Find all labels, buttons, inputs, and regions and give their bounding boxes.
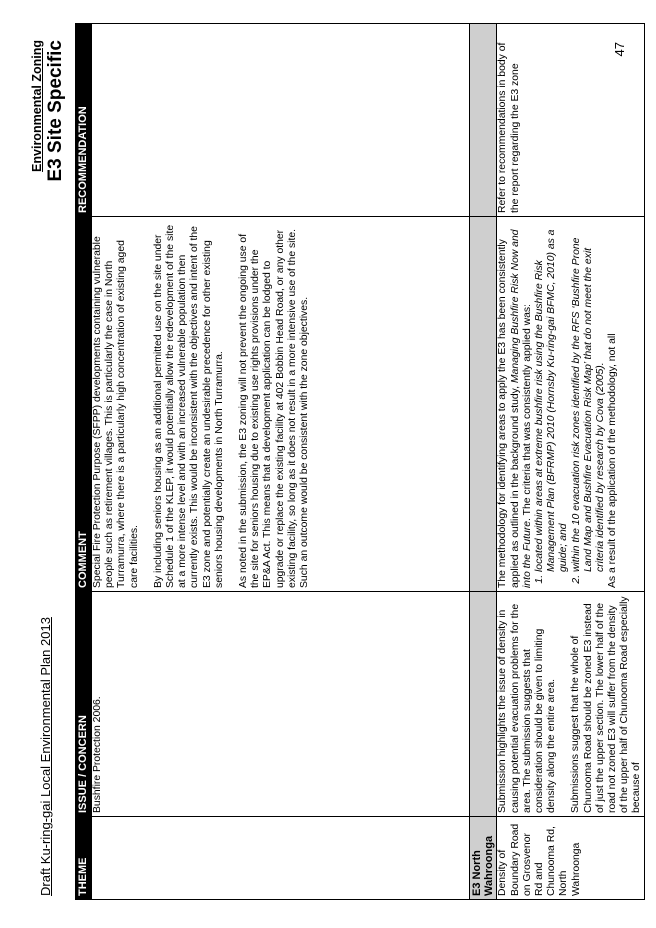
page-title: E3 Site Specific xyxy=(45,40,66,182)
comment-cell xyxy=(92,217,470,592)
recommendation-cell: Refer to recommendations in body of the report regarding the E3 zone xyxy=(497,24,644,217)
comment-paragraph: By including seniors housing as an additional permitted use on the site under Schedule 1 of the KLEP, it would potentially allow the redevelopment of the site at a more intense level and with an increased vulnerable population then currently exists. This would be inconsistent with the objectives and intent of the E3 zone and potentially create an undesirable precedence for other existing seniors housing developments in North Turramurra. xyxy=(152,224,225,588)
column-header-theme: THEME xyxy=(76,817,92,900)
section-title: Environmental Zoning xyxy=(30,40,44,172)
comment-cell xyxy=(497,217,644,592)
comment-paragraph: Special Fire Protection Purpose (SFPP) developments containing vulnerable people such as retirement villages. This is particularly the case in North Turramurra, where there is a particularly high concentration of existing aged care facilities. xyxy=(92,236,140,588)
comment-tail: As a result of the application of the methodology, not all xyxy=(607,333,619,588)
section-label: E3 North Wahroonga xyxy=(470,817,497,900)
recommendation-cell xyxy=(92,24,470,217)
study-title: Managing Bushfire Risk Now and into the Future xyxy=(509,229,533,588)
issue-cell xyxy=(497,592,644,817)
comment-paragraph: As noted in the submission, the E3 zoning will not prevent the ongoing use of the site for seniors housing due to existing use rights provisions under the EP&A Act. This means that a development application can be lodged to upgrade or replace the existing facility at 402 Bobbin Head Road, or any other existing facility, so long as it does not result in a more intensive use of the site. Such an outcome would be consistent with the zone objectives. xyxy=(238,228,311,588)
page-header xyxy=(30,40,67,182)
section-row xyxy=(470,24,497,900)
criteria-list xyxy=(534,220,607,588)
column-header-issue: ISSUE / CONCERN xyxy=(76,592,92,817)
page-number: 47 xyxy=(612,42,627,57)
theme-cell: Density of Boundary Road on Grosvenor Rd and Chunooma Rd, North Wahroonga xyxy=(497,817,644,900)
issue-text: Bushfire Protection 2006. xyxy=(92,696,103,813)
table-header-row xyxy=(76,24,92,900)
column-header-recommendation: RECOMMENDATION xyxy=(76,24,92,217)
table-row xyxy=(92,24,470,900)
list-item: 2. within the 10 evacuation risk zones identified by the RFS ‘Bushfire Prone Land Map and Bushfire Evacuation Risk Map’ that do not meet the exit criteria identified by research by Cova (2005). xyxy=(571,220,608,572)
submissions-table xyxy=(75,23,645,900)
comment-intro: The methodology for identifying areas to apply the E3 has been consistently applied as outlined in the background study, Managing Bushfire Risk Now and into the Future. The criteria that was consistently applied was: xyxy=(497,229,533,588)
list-item: 1. located within areas at extreme bushfire risk using the Bushfire Risk Management Plan (BFRMP) 2010 (Hornsby Ku-ring-gai BFMC, 2010) as a guide; and xyxy=(534,220,571,572)
table-row xyxy=(497,24,644,900)
issue-paragraph: Submissions suggest that the whole of Chunooma Road should be zoned E3 instead of just the upper section. The lower half of the road not zoned E3 will suffer from the density of the upper half of Chunooma Road especially because of xyxy=(570,596,643,813)
issue-cell xyxy=(92,592,470,817)
issue-paragraph: Submission highlights the issue of density in causing potential evacuation problems for the area. The submission suggests that consideration should be given to limiting density along the entire area. xyxy=(497,603,558,813)
document-title: Draft Ku-ring-gai Local Environmental Plan 2013 xyxy=(38,617,53,896)
theme-cell xyxy=(92,817,470,900)
column-header-comment: COMMENT xyxy=(76,217,92,592)
